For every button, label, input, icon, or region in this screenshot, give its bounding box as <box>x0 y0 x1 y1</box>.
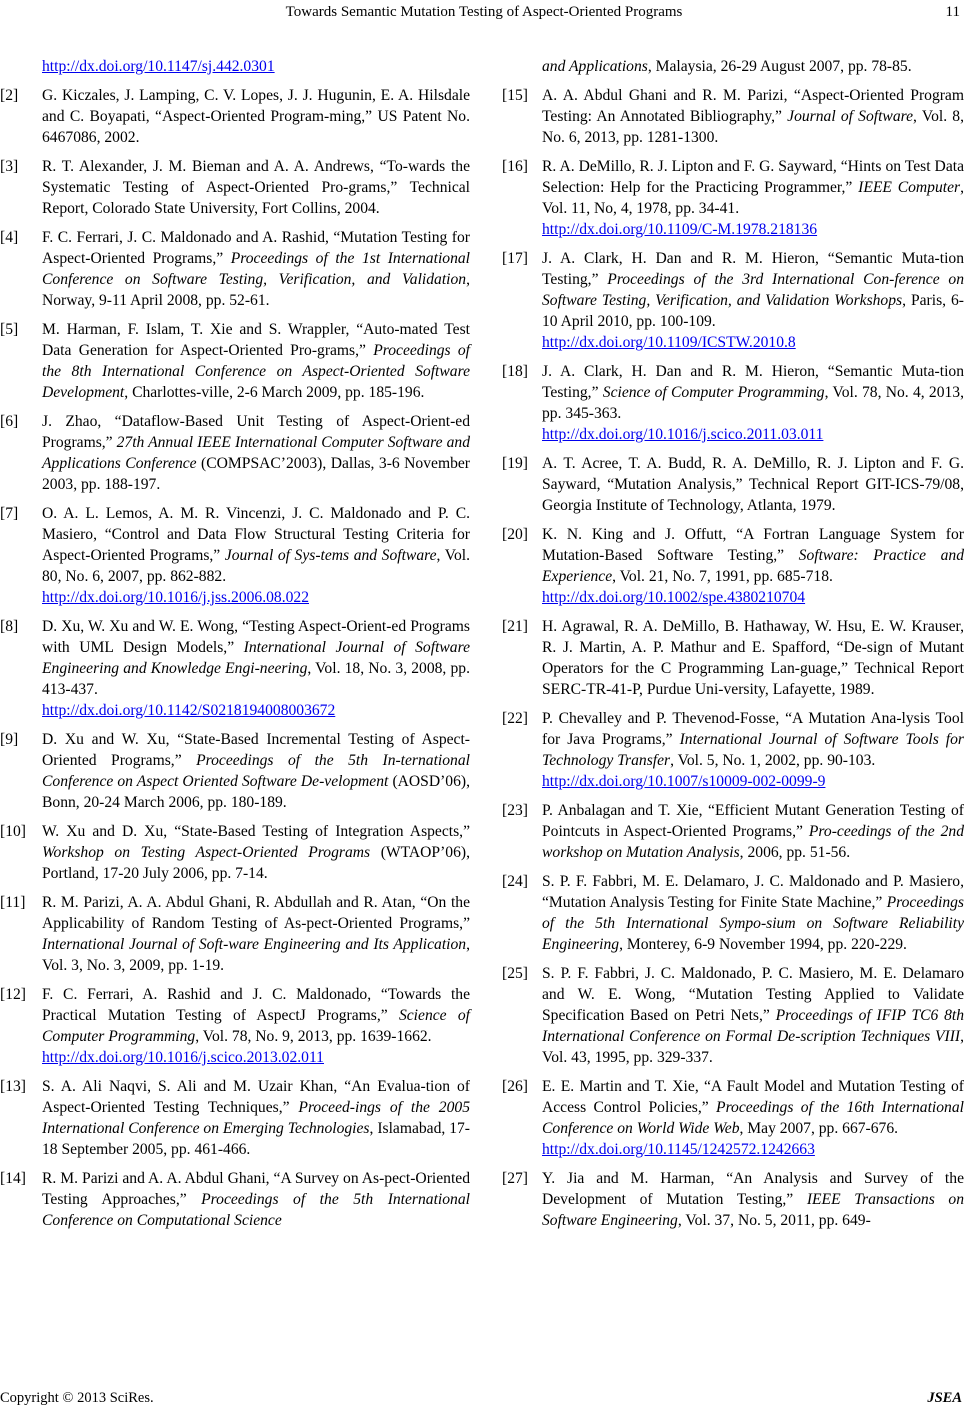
reference-details: , Vol. 78, No. 9, 2013, pp. 1639-1662. <box>195 1028 432 1045</box>
reference-authors-title: R. A. DeMillo, R. J. Lipton and F. G. Sayward, “Hints on Test Data Selection: Help for the Practicing Programmer,” <box>542 158 964 196</box>
reference-number: [8] <box>0 618 19 635</box>
reference-item <box>502 453 964 516</box>
reference-number: [21] <box>502 618 528 635</box>
reference-details: (WTAOP’06), Portland, 17-20 July 2006, pp. 7-14. <box>42 844 470 882</box>
reference-item <box>0 227 470 311</box>
doi-link[interactable]: http://dx.doi.org/10.1002/spe.4380210704 <box>542 589 806 606</box>
reference-authors-title: S. A. Ali Naqvi, S. Ali and M. Uzair Khan, “An Evalua-tion of Aspect-Oriented Testing Techniques,” <box>42 1078 470 1116</box>
reference-authors-title: R. T. Alexander, J. M. Bieman and A. A. Andrews, “To-wards the Systematic Testing of Aspect-Oriented Pro-grams,” Technical Report, Colorado State University, Fort Collins, 2004. <box>42 158 470 217</box>
reference-item <box>502 156 964 240</box>
reference-number: [16] <box>502 158 528 175</box>
reference-number: [17] <box>502 250 528 267</box>
page-header <box>0 4 968 26</box>
reference-venue: Proceedings of the 8th International Conference on Aspect-Oriented Software Development <box>42 342 471 401</box>
reference-number: [10] <box>0 823 26 840</box>
reference-venue: IEEE Transactions on Software Engineering <box>542 1191 964 1229</box>
reference-venue: 27th Annual IEEE International Computer Software and Applications Conference <box>42 434 470 472</box>
reference-number: [24] <box>502 873 528 890</box>
reference-item <box>0 892 470 976</box>
reference-venue: Proceedings of the 5th In-ternational Conference on Aspect Oriented Software De-velopment <box>42 752 470 790</box>
left-column <box>0 56 470 1239</box>
reference-venue: Software: Practice and Experience <box>542 547 965 585</box>
reference-number: [9] <box>0 731 19 748</box>
reference-authors-title: A. T. Acree, T. A. Budd, R. A. DeMillo, R. J. Lipton and F. G. Sayward, “Mutation Analysis,” Technical Report GIT-ICS-79/08, Georgia Institute of Technology, Atlanta, 1979. <box>542 455 964 514</box>
reference-venue: Proceed-ings of the 2005 International Conference on Emerging Technologies <box>42 1099 470 1137</box>
reference-authors-title: P. Anbalagan and T. Xie, “Efficient Mutant Generation Testing of Pointcuts in Aspect-Oriented Programs,” <box>542 802 964 840</box>
right-reference-list <box>502 85 964 1231</box>
reference-number: [23] <box>502 802 528 819</box>
reference-authors-title: R. M. Parizi and A. A. Abdul Ghani, “A Survey on As-pect-Oriented Testing Approaches,” <box>42 1170 470 1208</box>
reference-number: [14] <box>0 1170 26 1187</box>
reference-item <box>502 1168 964 1231</box>
reference-details: , Vol. 5, No. 1, 2002, pp. 90-103. <box>670 752 876 769</box>
reference-item <box>0 616 470 721</box>
reference-venue: Journal of Software <box>787 108 914 125</box>
reference-venue: Journal of Sys-tems and Software <box>224 547 437 564</box>
reference-authors-title: G. Kiczales, J. Lamping, C. V. Lopes, J. J. Hugunin, E. A. Hilsdale and C. Boyapati, “Aspect-Oriented Program-ming,” US Patent No. 6467086, 2002. <box>42 87 470 146</box>
reference-venue: IEEE Computer <box>858 179 961 196</box>
doi-link[interactable]: http://dx.doi.org/10.1016/j.scico.2011.03.011 <box>542 426 824 443</box>
reference-details: , Vol. 3, No. 3, 2009, pp. 1-19. <box>42 936 470 974</box>
reference-number: [15] <box>502 87 528 104</box>
reference-authors-title: D. Xu, W. Xu and W. E. Wong, “Testing Aspect-Orient-ed Programs with UML Design Models,” <box>42 618 470 656</box>
reference-number: [13] <box>0 1078 26 1095</box>
reference-item <box>502 616 964 700</box>
reference-authors-title: J. A. Clark, H. Dan and R. M. Hieron, “Semantic Muta-tion Testing,” <box>542 250 964 288</box>
right-column <box>502 56 964 1239</box>
reference-item <box>0 984 470 1068</box>
reference-authors-title: F. C. Ferrari, A. Rashid and J. C. Maldonado, “Towards the Practical Mutation Testing of AspectJ Programs,” <box>42 986 470 1024</box>
reference-details: , 2006, pp. 51-56. <box>739 844 851 861</box>
reference-details: , Vol. 37, No. 5, 2011, pp. 649- <box>677 1212 871 1229</box>
reference-continuation <box>502 56 964 77</box>
reference-details: , Monterey, 6-9 November 1994, pp. 220-229. <box>619 936 907 953</box>
reference-item <box>502 524 964 608</box>
reference-continuation <box>0 56 470 77</box>
reference-number: [6] <box>0 413 19 430</box>
reference-details: , Malaysia, 26-29 August 2007, pp. 78-85. <box>647 58 912 75</box>
page-number: 11 <box>945 4 960 20</box>
reference-venue: Proceedings of the 5th International Sympo-sium on Software Reliability Engineering <box>542 894 964 953</box>
reference-authors-title: S. P. F. Fabbri, M. E. Delamaro, J. C. Maldonado and P. Masiero, “Mutation Analysis Testing for Finite State Machine,” <box>542 873 964 911</box>
reference-item <box>502 248 964 353</box>
reference-authors-title: H. Agrawal, R. A. DeMillo, B. Hathaway, W. Hsu, E. W. Krauser, R. J. Martin, A. P. Mathur and E. Spafford, “De-sign of Mutant Operators for the C Programming Lan-guage,” Technical Report SERC-TR-41-P, Purdue Uni-versity, Lafayette, 1989. <box>542 618 964 698</box>
running-title: Towards Semantic Mutation Testing of Aspect-Oriented Programs <box>285 4 683 20</box>
reference-venue: International Journal of Software Engineering and Knowledge Engi-neering <box>42 639 471 677</box>
reference-venue: International Journal of Software Tools for Technology Transfer <box>542 731 964 769</box>
reference-authors-title: M. Harman, F. Islam, T. Xie and S. Wrappler, “Auto-mated Test Data Generation for Aspect-Oriented Pro-grams,” <box>42 321 470 359</box>
reference-authors-title: J. A. Clark, H. Dan and R. M. Hieron, “Semantic Muta-tion Testing,” <box>542 363 964 401</box>
reference-details: , Paris, 6-10 April 2010, pp. 100-109. <box>542 292 964 330</box>
reference-item <box>0 85 470 148</box>
reference-authors-title: F. C. Ferrari, J. C. Maldonado and A. Rashid, “Mutation Testing for Aspect-Oriented Programs,” <box>42 229 470 267</box>
reference-authors-title: R. M. Parizi, A. A. Abdul Ghani, R. Abdullah and R. Atan, “On the Applicability of Random Testing of As-pect-Oriented Programs,” <box>42 894 470 932</box>
reference-details: (COMPSAC’2003), Dallas, 3-6 November 2003, pp. 188-197. <box>42 455 470 493</box>
reference-venue: Pro-ceedings of the 2nd workshop on Mutation Analysis <box>542 823 964 861</box>
reference-venue: and Applications <box>542 58 648 75</box>
reference-number: [27] <box>502 1170 528 1187</box>
reference-number: [25] <box>502 965 528 982</box>
reference-number: [2] <box>0 87 19 104</box>
doi-link[interactable]: http://dx.doi.org/10.1109/C-M.1978.218136 <box>542 221 818 238</box>
reference-number: [12] <box>0 986 26 1003</box>
reference-authors-title: K. N. King and J. Offutt, “A Fortran Language System for Mutation-Based Software Testing,” <box>542 526 964 564</box>
reference-details: , Charlottes-ville, 2-6 March 2009, pp. 185-196. <box>124 384 425 401</box>
reference-authors-title: E. E. Martin and T. Xie, “A Fault Model and Mutation Testing of Access Control Policies,” <box>542 1078 964 1116</box>
reference-number: [22] <box>502 710 528 727</box>
reference-item <box>0 503 470 608</box>
reference-authors-title: Y. Jia and M. Harman, “An Analysis and Survey of the Development of Mutation Testing,” <box>542 1170 964 1208</box>
reference-item <box>0 319 470 403</box>
reference-authors-title: W. Xu and D. Xu, “State-Based Testing of Integration Aspects,” <box>42 823 470 840</box>
reference-venue: Proceedings of the 16th International Conference on World Wide Web <box>542 1099 964 1137</box>
doi-link[interactable]: http://dx.doi.org/10.1142/S0218194008003672 <box>42 702 336 719</box>
reference-item <box>502 800 964 863</box>
reference-item <box>502 963 964 1068</box>
reference-details: , Vol. 8, No. 6, 2013, pp. 1281-1300. <box>542 108 964 146</box>
reference-item <box>0 1076 470 1160</box>
reference-item <box>502 871 964 955</box>
reference-number: [4] <box>0 229 19 246</box>
doi-link[interactable]: http://dx.doi.org/10.1016/j.jss.2006.08.022 <box>42 589 309 606</box>
reference-venue: International Journal of Soft-ware Engineering and Its Application <box>42 936 467 953</box>
doi-link[interactable]: http://dx.doi.org/10.1147/sj.442.0301 <box>42 58 275 75</box>
reference-item <box>502 708 964 792</box>
reference-item <box>502 85 964 148</box>
reference-venue: Proceedings of the 5th International Conference on Computational Science <box>42 1191 470 1229</box>
reference-number: [5] <box>0 321 19 338</box>
reference-item <box>0 821 470 884</box>
doi-link[interactable]: http://dx.doi.org/10.1145/1242572.1242663 <box>542 1141 815 1158</box>
reference-venue: Workshop on Testing Aspect-Oriented Programs <box>42 844 371 861</box>
reference-number: [3] <box>0 158 19 175</box>
reference-item <box>0 411 470 495</box>
reference-details: , Vol. 21, No. 7, 1991, pp. 685-718. <box>612 568 833 585</box>
reference-details: , Islamabad, 17-18 September 2005, pp. 461-466. <box>42 1120 470 1158</box>
left-reference-list <box>0 85 470 1231</box>
reference-authors-title: P. Chevalley and P. Thevenod-Fosse, “A Mutation Ana-lysis Tool for Java Programs,” <box>542 710 964 748</box>
reference-details: , Vol. 11, No, 4, 1978, pp. 34-41. <box>542 179 964 217</box>
reference-venue: Science of Computer Programming <box>42 1007 471 1045</box>
doi-link[interactable]: http://dx.doi.org/10.1109/ICSTW.2010.8 <box>542 334 796 351</box>
reference-authors-title: S. P. F. Fabbri, J. C. Maldonado, P. C. Masiero, M. E. Delamaro and W. E. Wong, “Mutation Testing Applied to Validate Specification Based on Petri Nets,” <box>542 965 964 1024</box>
reference-number: [7] <box>0 505 19 522</box>
doi-link[interactable]: http://dx.doi.org/10.1007/s10009-002-0099-9 <box>542 773 826 790</box>
doi-link[interactable]: http://dx.doi.org/10.1016/j.scico.2013.02.011 <box>42 1049 324 1066</box>
reference-item <box>0 156 470 219</box>
reference-details: , Vol. 80, No. 6, 2007, pp. 862-882. <box>42 547 470 585</box>
reference-venue: Proceedings of IFIP TC6 8th International Conference on Formal De-scription Techniques VIII <box>542 1007 964 1045</box>
copyright: Copyright © 2013 SciRes. <box>0 1390 154 1406</box>
reference-details: , Vol. 78, No. 4, 2013, pp. 345-363. <box>542 384 964 422</box>
reference-authors-title: D. Xu and W. Xu, “State-Based Incremental Testing of Aspect-Oriented Programs,” <box>42 731 470 769</box>
reference-details: , Vol. 18, No. 3, 2008, pp. 413-437. <box>42 660 470 698</box>
reference-details: (AOSD’06), Bonn, 20-24 March 2006, pp. 180-189. <box>42 773 470 811</box>
reference-venue: Proceedings of the 3rd International Con-ference on Software Testing, Verification, and Validation Workshops <box>542 271 964 309</box>
reference-number: [20] <box>502 526 528 543</box>
reference-number: [26] <box>502 1078 528 1095</box>
journal-name: JSEA <box>927 1390 962 1406</box>
reference-item <box>0 729 470 813</box>
reference-number: [11] <box>0 894 26 911</box>
reference-authors-title: O. A. L. Lemos, A. M. R. Vincenzi, J. C. Maldonado and P. C. Masiero, “Control and Data Flow Structural Testing Criteria for Aspect-Oriented Programs,” <box>42 505 470 564</box>
reference-details: , May 2007, pp. 667-676. <box>739 1120 899 1137</box>
reference-authors-title: A. A. Abdul Ghani and R. M. Parizi, “Aspect-Oriented Program Testing: An Annotated Bibliography,” <box>542 87 964 125</box>
reference-details: , Vol. 43, 1995, pp. 329-337. <box>542 1028 964 1066</box>
reference-item <box>502 1076 964 1160</box>
reference-venue: Proceedings of the 1st International Conference on Software Testing, Verification, and Validation <box>42 250 470 288</box>
reference-number: [18] <box>502 363 528 380</box>
reference-item <box>0 1168 470 1231</box>
reference-item <box>502 361 964 445</box>
reference-venue: Science of Computer Programming <box>602 384 825 401</box>
reference-authors-title: J. Zhao, “Dataflow-Based Unit Testing of Aspect-Orient-ed Programs,” <box>42 413 470 451</box>
page-footer <box>0 1390 968 1410</box>
reference-details: , Norway, 9-11 April 2008, pp. 52-61. <box>42 271 470 309</box>
reference-number: [19] <box>502 455 528 472</box>
